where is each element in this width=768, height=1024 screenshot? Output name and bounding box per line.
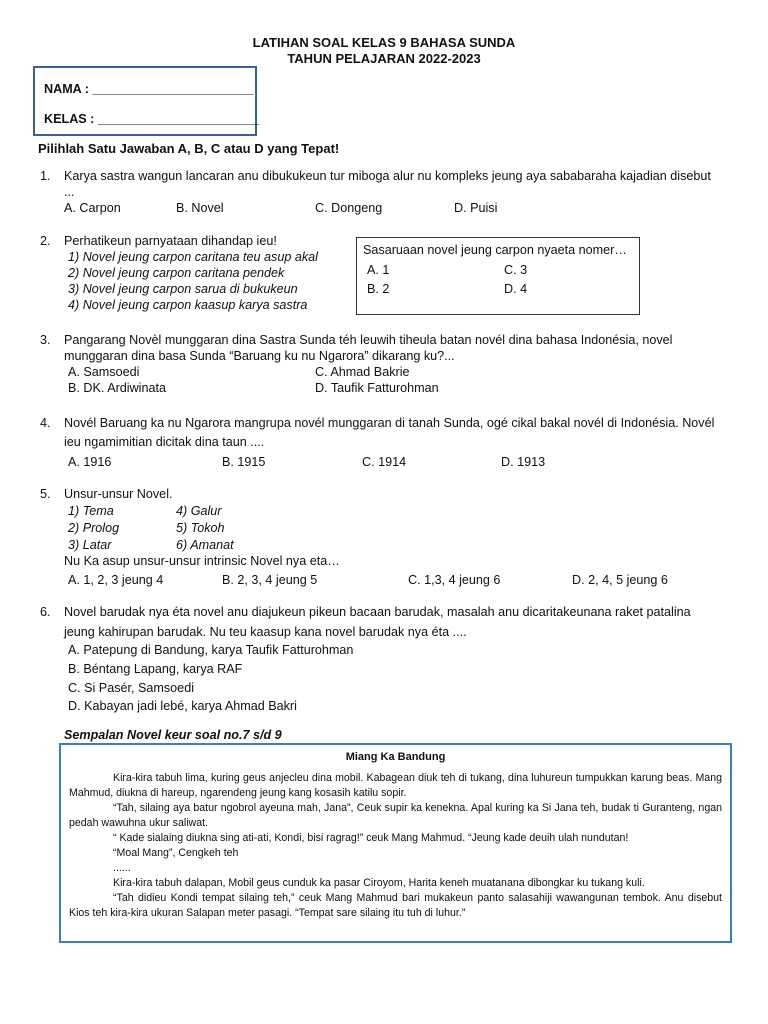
option-b[interactable]: B. 2, 3, 4 jeung 5: [222, 573, 318, 587]
passage-title: Miang Ka Bandung: [345, 751, 446, 763]
identity-box: [33, 66, 257, 136]
option-a[interactable]: A. Carpon: [64, 201, 121, 215]
question-number: 5.: [40, 487, 51, 501]
question-text: ...: [64, 185, 75, 199]
question-text: Novél Baruang ka nu Ngarora mangrupa novél munggaran di tanah Sunda, ogé cikal bakal novél di Indonésia. Novél: [64, 416, 715, 430]
option-a[interactable]: A. Samsoedi: [68, 365, 140, 379]
document-subtitle: TAHUN PELAJARAN 2022-2023: [287, 51, 481, 66]
passage-paragraph: “ Kade sialaing diukna sing ati-ati, Kondi, bisi ragrag!” ceuk Mang Mahmud. “Jeung kade deuih ulah nundutan!: [113, 832, 629, 844]
question-text: munggaran dina basa Sunda “Baruang ku nu Ngarora” dikarang ku?...: [64, 349, 455, 363]
question-number: 1.: [40, 169, 51, 183]
element-item: 1) Tema: [68, 504, 114, 518]
option-d[interactable]: D. Kabayan jadi lebé, karya Ahmad Bakri: [68, 699, 297, 713]
option-c[interactable]: C. 1,3, 4 jeung 6: [408, 573, 501, 587]
question-text: Perhatikeun parnyataan dihandap ieu!: [64, 234, 277, 248]
element-item: 6) Amanat: [176, 538, 234, 552]
option-b[interactable]: B. Béntang Lapang, karya RAF: [68, 662, 243, 676]
question-text: Nu Ka asup unsur-unsur intrinsic Novel nya eta…: [64, 554, 340, 568]
option-b[interactable]: B. DK. Ardiwinata: [68, 381, 166, 395]
option-a[interactable]: A. 1916: [68, 455, 112, 469]
question-text: Unsur-unsur Novel.: [64, 487, 173, 501]
box-question: Sasaruaan novel jeung carpon nyaeta nomer…: [363, 243, 627, 257]
option-c[interactable]: C. Si Pasér, Samsoedi: [68, 681, 194, 695]
option-c[interactable]: C. Ahmad Bakrie: [315, 365, 410, 379]
statement-item: 3) Novel jeung carpon sarua di bukukeun: [68, 282, 298, 296]
passage-paragraph: “Tah didieu Kondi tempat silaing teh,” ceuk Mang Mahmud bari mukakeun panto salasahiji wawangunan tembok. Anu disebut Kios teh kira-kira ukuran Salapan meter pasagi. “Tempat sare silaing itu tuh di luhur.”: [69, 892, 722, 919]
question-number: 3.: [40, 333, 51, 347]
class-field[interactable]: KELAS : _______________________: [44, 112, 259, 126]
question-2-box: [356, 237, 640, 315]
passage-paragraph: ......: [113, 862, 131, 874]
statement-item: 4) Novel jeung carpon kaasup karya sastra: [68, 298, 308, 312]
passage-label: Sempalan Novel keur soal no.7 s/d 9: [64, 728, 282, 742]
passage-paragraph: “Tah, silaing aya batur ngobrol ayeuna mah, Jana”, Ceuk supir ka kenekna. Apal kuring ka Si Jana teh, budak ti Guranteng, ngan pedah wawuhna ukur saliwat.: [69, 802, 722, 829]
element-item: 2) Prolog: [68, 521, 120, 535]
option-c[interactable]: C. 3: [504, 263, 528, 277]
option-a[interactable]: A. 1, 2, 3 jeung 4: [68, 573, 164, 587]
passage-paragraph: “Moal Mang”, Cengkeh teh: [113, 847, 239, 859]
option-a[interactable]: A. 1: [367, 263, 390, 277]
question-text: Karya sastra wangun lancaran anu dibukukeun tur miboga alur nu kompleks jeung aya sababaraha kajadian disebut: [64, 169, 711, 183]
question-text: ieu ngamimitian dicitak dina taun ....: [64, 435, 265, 449]
instruction: Pilihlah Satu Jawaban A, B, C atau D yang Tepat!: [38, 141, 340, 156]
option-b[interactable]: B. Novel: [176, 201, 224, 215]
option-d[interactable]: D. 4: [504, 282, 528, 296]
option-c[interactable]: C. Dongeng: [315, 201, 383, 215]
passage-box: [59, 743, 732, 943]
question-number: 2.: [40, 234, 51, 248]
statement-item: 1) Novel jeung carpon caritana teu asup akal: [68, 250, 318, 264]
statement-item: 2) Novel jeung carpon caritana pendek: [68, 266, 285, 280]
option-d[interactable]: D. 2, 4, 5 jeung 6: [572, 573, 668, 587]
question-number: 4.: [40, 416, 51, 430]
option-b[interactable]: B. 2: [367, 282, 390, 296]
option-d[interactable]: D. Puisi: [454, 201, 498, 215]
element-item: 4) Galur: [176, 504, 222, 518]
element-item: 3) Latar: [68, 538, 112, 552]
question-text: Novel barudak nya éta novel anu diajukeun pikeun bacaan barudak, masalah anu dicaritakeunana raket patalina: [64, 605, 691, 619]
question-number: 6.: [40, 605, 51, 619]
passage-paragraph: Kira-kira tabuh lima, kuring geus anjecleu dina mobil. Kabagean diuk teh di tukang, dina luhureun tumpukkan karung beas. Mang Mahmud, diukna di hareup, ngarendeng jeung kang kosasih katilu sopir.: [69, 772, 722, 799]
option-c[interactable]: C. 1914: [362, 455, 407, 469]
element-item: 5) Tokoh: [176, 521, 225, 535]
name-field[interactable]: NAMA : _______________________: [44, 82, 254, 96]
option-a[interactable]: A. Patepung di Bandung, karya Taufik Fatturohman: [68, 643, 354, 657]
question-text: jeung kahirupan barudak. Nu teu kaasup kana novel barudak nya éta ....: [64, 625, 467, 639]
option-b[interactable]: B. 1915: [222, 455, 266, 469]
option-d[interactable]: D. Taufik Fatturohman: [315, 381, 439, 395]
document-title: LATIHAN SOAL KELAS 9 BAHASA SUNDA: [252, 35, 516, 50]
passage-paragraph: Kira-kira tabuh dalapan, Mobil geus cunduk ka pasar Ciroyom, Harita keneh muatanana dibongkar ku tukang kuli.: [113, 877, 645, 889]
option-d[interactable]: D. 1913: [501, 455, 546, 469]
question-text: Pangarang Novèl munggaran dina Sastra Sunda téh leuwih tiheula batan novél dina bahasa Indonésia, novel: [64, 333, 673, 347]
